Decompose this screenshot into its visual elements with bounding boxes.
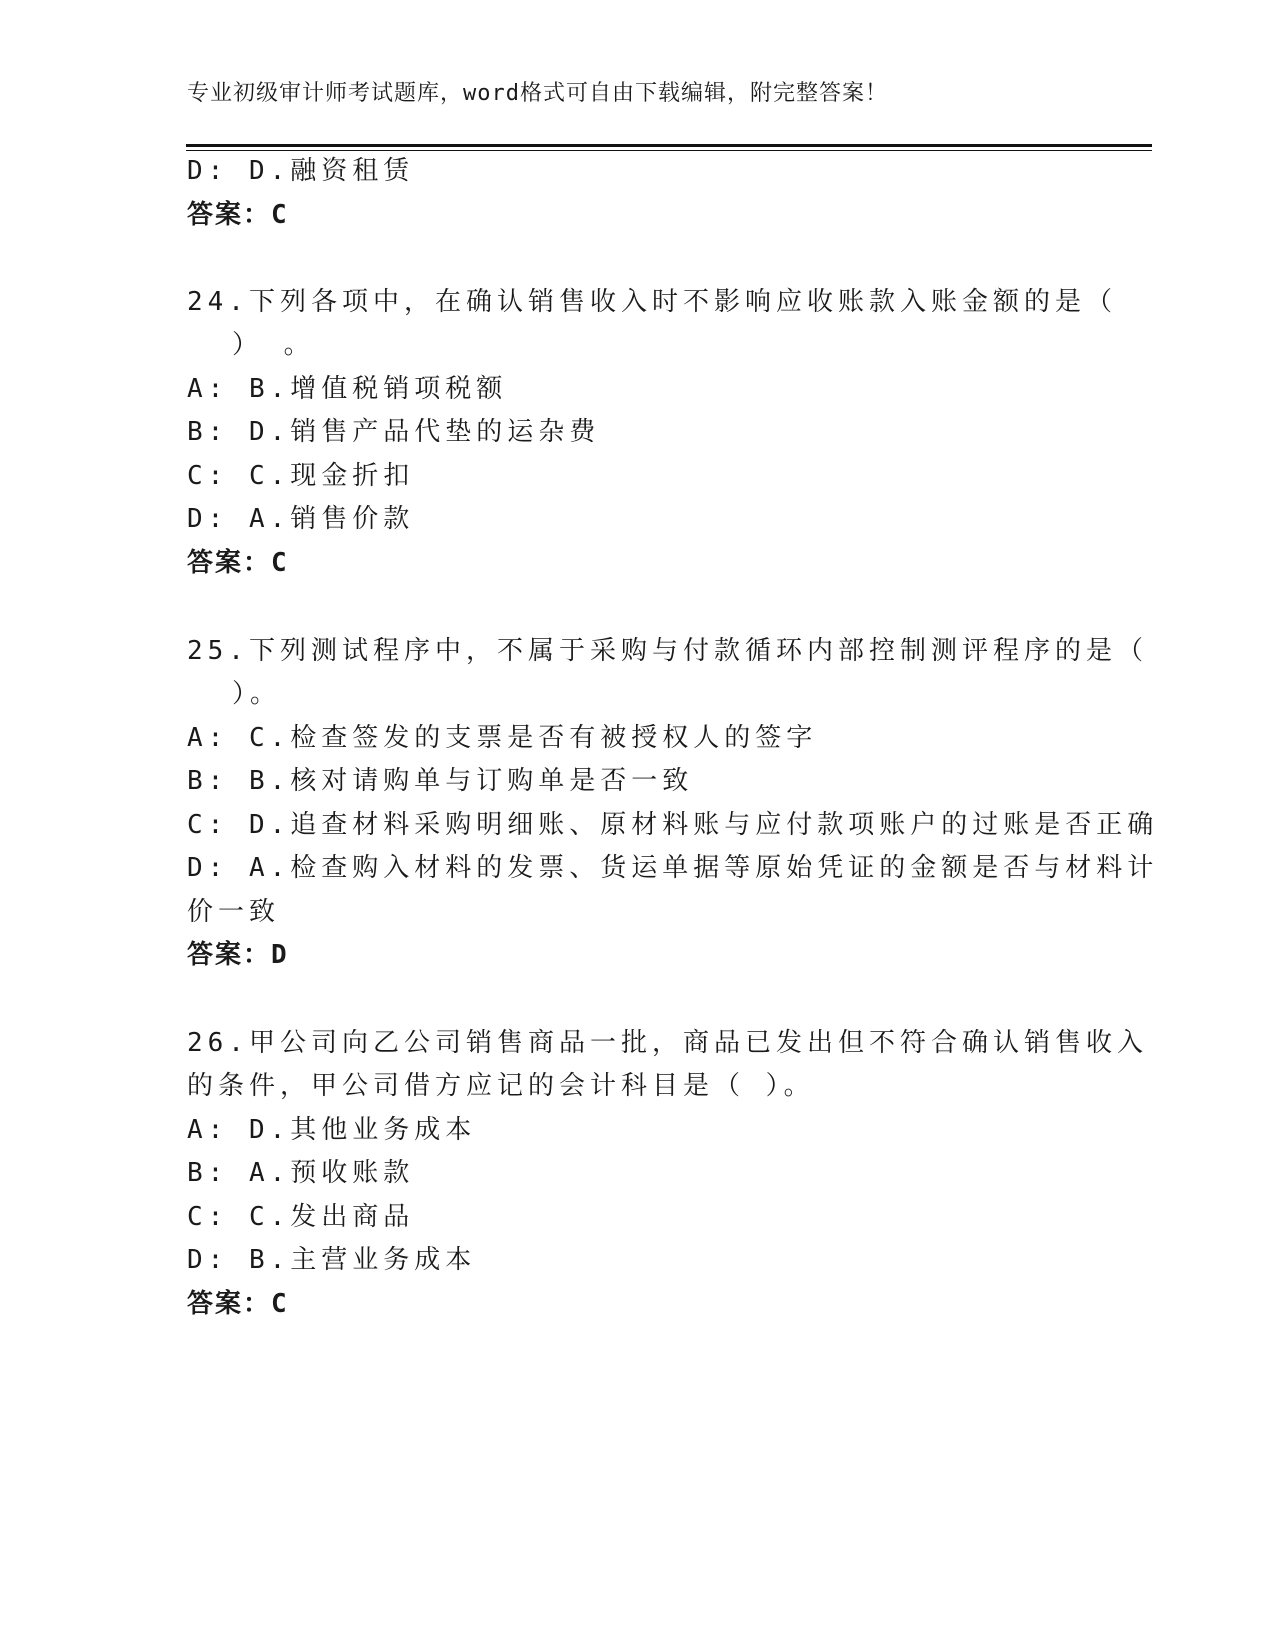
- q25-option-c: C: D.追查材料采购明细账、原材料账与应付款项账户的过账是否正确: [187, 810, 1159, 840]
- q25-option-d-cont: 价一致: [187, 897, 281, 927]
- q26-option-a: A: D.其他业务成本: [187, 1115, 477, 1145]
- q25-option-a: A: C.检查签发的支票是否有被授权人的签字: [187, 723, 818, 753]
- q26-option-d: D: B.主营业务成本: [187, 1245, 477, 1275]
- q24-option-d: D: A.销售价款: [187, 504, 415, 534]
- q24-answer: 答案：C: [187, 548, 289, 578]
- q24-option-a: A: B.增值税销项税额: [187, 374, 508, 404]
- prev-option-d: D: D.融资租赁: [187, 156, 415, 186]
- q24-stem-line2: ） 。: [232, 330, 315, 360]
- q25-option-d: D: A.检查购入材料的发票、货运单据等原始凭证的金额是否与材料计: [187, 853, 1159, 883]
- q25-stem-line1: 25.下列测试程序中，不属于采购与付款循环内部控制测评程序的是（: [187, 636, 1148, 666]
- q25-stem-line2: ）。: [232, 679, 282, 709]
- header-note: 专业初级审计师考试题库，word格式可自由下载编辑，附完整答案！: [187, 81, 888, 106]
- q26-option-c: C: C.发出商品: [187, 1202, 415, 1232]
- q25-answer: 答案：D: [187, 940, 289, 970]
- q24-stem-line1: 24.下列各项中，在确认销售收入时不影响应收账款入账金额的是（: [187, 287, 1117, 317]
- q26-answer: 答案：C: [187, 1289, 289, 1319]
- q26-stem-line2: 的条件，甲公司借方应记的会计科目是（ ）。: [187, 1071, 815, 1101]
- prev-answer: 答案：C: [187, 200, 289, 230]
- header-divider-thick: [186, 144, 1152, 147]
- q25-option-b: B: B.核对请购单与订购单是否一致: [187, 766, 694, 796]
- q24-option-b: B: D.销售产品代垫的运杂费: [187, 417, 601, 447]
- header-divider-thin: [186, 150, 1152, 151]
- q26-option-b: B: A.预收账款: [187, 1158, 415, 1188]
- q24-option-c: C: C.现金折扣: [187, 461, 415, 491]
- q26-stem-line1: 26.甲公司向乙公司销售商品一批，商品已发出但不符合确认销售收入: [187, 1028, 1148, 1058]
